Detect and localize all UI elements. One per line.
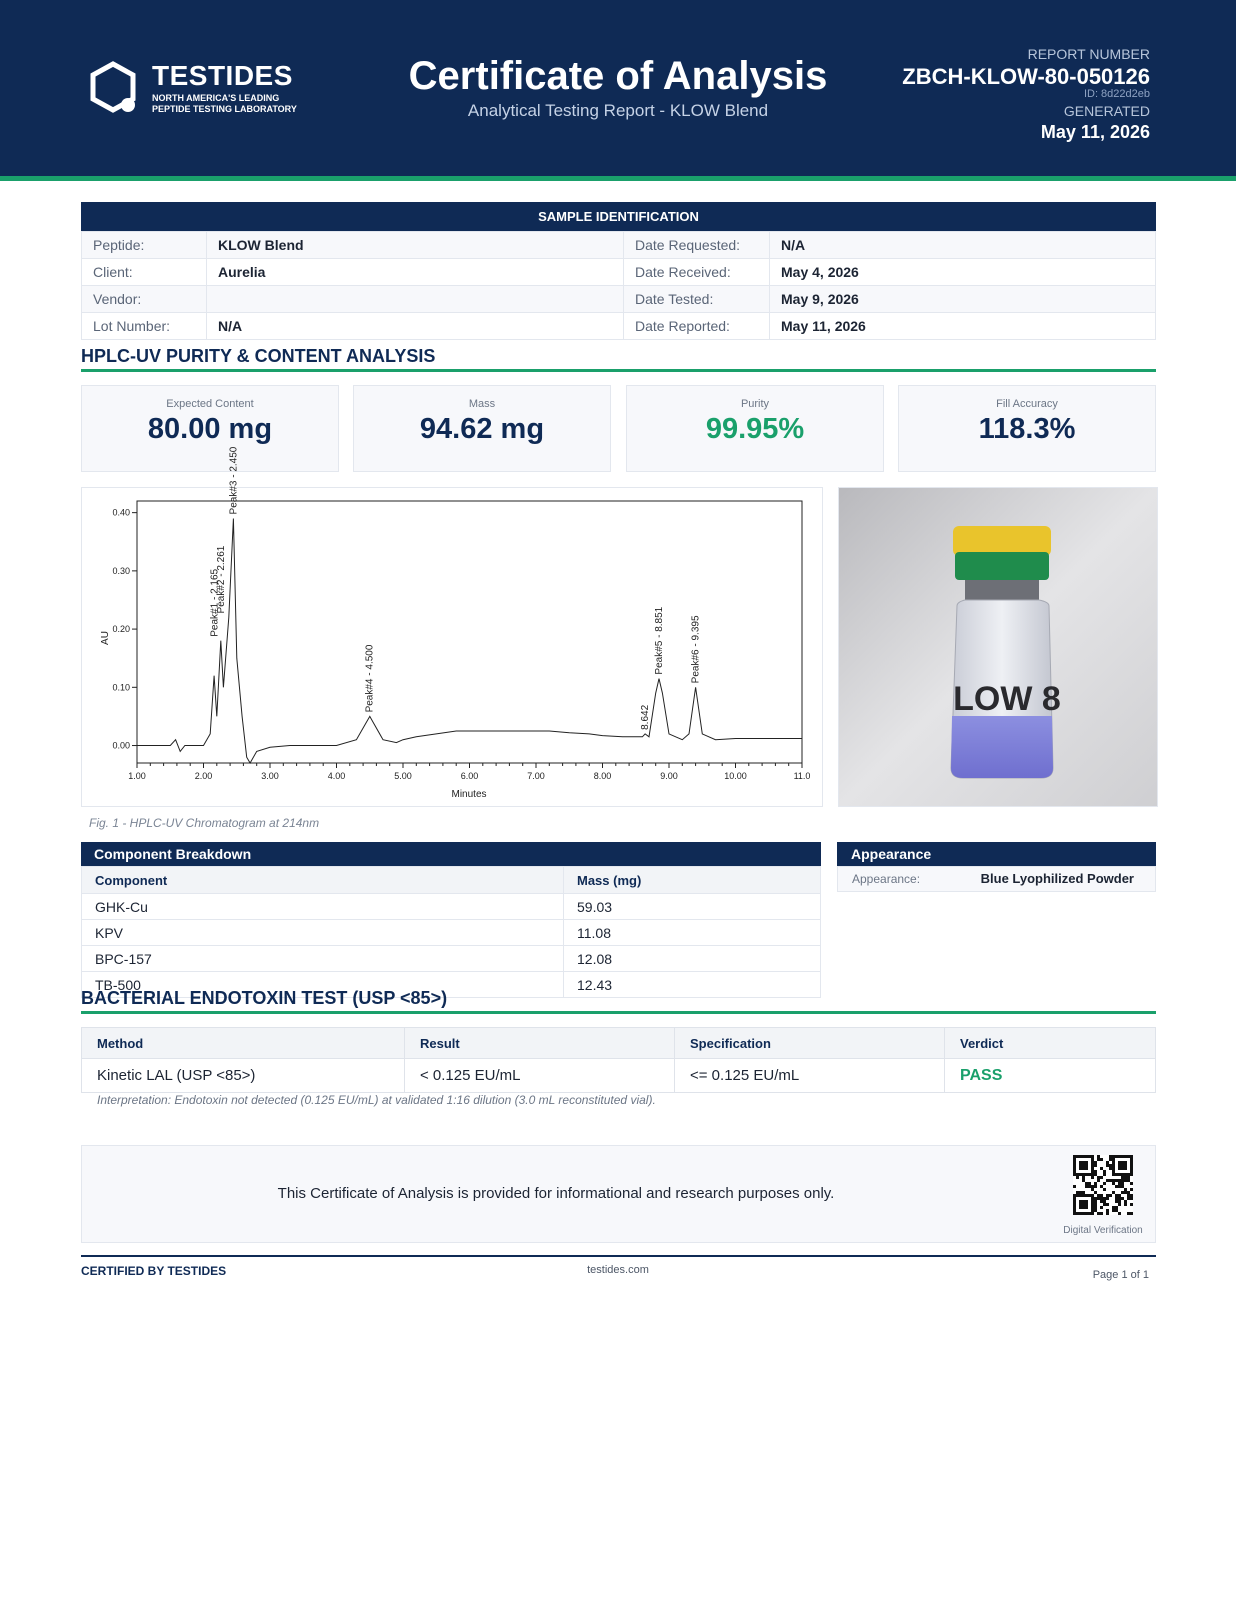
qr-module	[1106, 1179, 1109, 1182]
qr-module	[1115, 1200, 1118, 1203]
component-mass: 12.08	[564, 946, 821, 972]
qr-module	[1097, 1158, 1100, 1161]
qr-module	[1100, 1194, 1103, 1197]
sample-row	[82, 313, 1156, 340]
y-tick-label: 0.10	[112, 682, 130, 693]
qr-module	[1106, 1209, 1109, 1212]
document-subtitle: Analytical Testing Report - KLOW Blend	[467, 101, 769, 120]
disclaimer-text: This Certificate of Analysis is provided for informational and research purposes only.	[277, 1185, 835, 1202]
endotoxin-section-title: BACTERIAL ENDOTOXIN TEST (USP <85>)	[81, 988, 448, 1008]
method-value: Kinetic LAL (USP <85>)	[82, 1059, 405, 1093]
qr-module	[1106, 1197, 1109, 1200]
y-axis-label: AU	[100, 631, 111, 645]
qr-code-icon[interactable]	[1073, 1155, 1133, 1215]
qr-module	[1109, 1155, 1112, 1158]
qr-module	[1100, 1200, 1103, 1203]
report-number: ZBCH-KLOW-80-050126	[902, 64, 1150, 89]
mass-column-header: Mass (mg)	[564, 867, 821, 894]
x-tick-label: 10.00	[724, 771, 747, 781]
report-id: ID: 8d22d2eb	[1083, 88, 1150, 100]
method-column-header: Method	[82, 1028, 405, 1059]
qr-module	[1094, 1185, 1097, 1188]
hplc-section-title: HPLC-UV PURITY & CONTENT ANALYSIS	[81, 346, 436, 366]
qr-module	[1079, 1200, 1088, 1209]
qr-module	[1091, 1185, 1094, 1188]
vial-photo	[838, 487, 1158, 807]
qr-module	[1100, 1185, 1103, 1188]
lot-number-label: Lot Number:	[82, 313, 207, 340]
qr-module	[1121, 1197, 1124, 1200]
qr-module	[1082, 1191, 1085, 1194]
qr-module	[1127, 1212, 1130, 1215]
vial-label-text: LOW 8	[953, 680, 1061, 718]
specification-value: <= 0.125 EU/mL	[675, 1059, 945, 1093]
qr-module	[1124, 1203, 1127, 1206]
sample-row	[82, 259, 1156, 286]
header-accent-stripe	[0, 176, 1236, 181]
qr-module	[1115, 1179, 1118, 1182]
y-tick-label: 0.20	[112, 624, 130, 635]
qr-module	[1100, 1212, 1103, 1215]
component-name: TB-500	[82, 972, 564, 998]
qr-module	[1124, 1188, 1127, 1191]
testides-logo-icon	[88, 60, 144, 118]
x-tick-label: 7.00	[527, 771, 545, 781]
qr-module	[1112, 1191, 1115, 1194]
page-number: Page 1 of 1	[1092, 1269, 1149, 1281]
qr-module	[1112, 1182, 1115, 1185]
component-name: KPV	[82, 920, 564, 946]
qr-module	[1094, 1209, 1097, 1212]
qr-module	[1112, 1179, 1115, 1182]
qr-module	[1106, 1203, 1109, 1206]
qr-module	[1115, 1197, 1118, 1200]
qr-module	[1109, 1158, 1112, 1161]
date-tested-value: May 9, 2026	[770, 286, 1156, 313]
qr-module	[1124, 1176, 1127, 1179]
result-column-header: Result	[405, 1028, 675, 1059]
qr-module	[1082, 1176, 1085, 1179]
qr-module	[1118, 1203, 1121, 1206]
qr-module	[1115, 1206, 1118, 1209]
generated-label: GENERATED	[1063, 103, 1150, 119]
qr-module	[1100, 1167, 1103, 1170]
qr-module	[1100, 1206, 1103, 1209]
metric-label: Purity	[740, 398, 770, 410]
component-breakdown-heading: Component Breakdown	[81, 842, 821, 866]
qr-module	[1127, 1179, 1130, 1182]
qr-module	[1115, 1209, 1118, 1212]
component-name: GHK-Cu	[82, 894, 564, 920]
qr-module	[1118, 1212, 1121, 1215]
qr-module	[1088, 1182, 1091, 1185]
table-row	[82, 894, 821, 920]
x-axis-label: Minutes	[451, 789, 487, 800]
component-mass: 12.43	[564, 972, 821, 998]
qr-module	[1118, 1200, 1121, 1203]
client-label: Client:	[82, 259, 207, 286]
metric-value: 99.95%	[705, 413, 805, 445]
vendor-value	[207, 286, 624, 313]
component-name: BPC-157	[82, 946, 564, 972]
qr-module	[1094, 1173, 1097, 1176]
brand-tagline: NORTH AMERICA'S LEADING PEPTIDE TESTING LABORATORY	[152, 93, 297, 114]
qr-module	[1103, 1173, 1106, 1176]
chromatogram-chart	[82, 446, 822, 806]
qr-module	[1097, 1194, 1100, 1197]
qr-module	[1073, 1185, 1076, 1188]
plot-frame	[137, 501, 802, 763]
fill-accuracy-card	[898, 385, 1156, 472]
qr-module	[1079, 1191, 1082, 1194]
x-tick-label: 4.00	[327, 771, 346, 781]
component-mass: 11.08	[564, 920, 821, 946]
metric-value: 94.62 mg	[419, 413, 545, 445]
date-tested-label: Date Tested:	[624, 286, 770, 313]
x-tick-label: 1.00	[128, 771, 146, 781]
sample-row	[82, 286, 1156, 313]
qr-module	[1121, 1179, 1124, 1182]
qr-module	[1115, 1194, 1118, 1197]
qr-module	[1103, 1197, 1106, 1200]
peptide-label: Peptide:	[82, 232, 207, 259]
qr-module	[1106, 1164, 1109, 1167]
verdict-column-header: Verdict	[945, 1028, 1156, 1059]
section-divider	[81, 369, 1156, 372]
qr-module	[1094, 1203, 1097, 1206]
qr-module	[1130, 1203, 1133, 1206]
qr-module	[1106, 1212, 1109, 1215]
table-row	[82, 946, 821, 972]
qr-module	[1121, 1185, 1124, 1188]
y-tick-label: 0.40	[112, 507, 130, 518]
qr-module	[1130, 1188, 1133, 1191]
generated-date: May 11, 2026	[1040, 122, 1150, 142]
qr-module	[1094, 1206, 1097, 1209]
qr-module	[1094, 1197, 1097, 1200]
appearance-value: Blue Lyophilized Powder	[980, 871, 1134, 886]
qr-module	[1130, 1182, 1133, 1185]
purity-card	[626, 385, 884, 472]
sample-identification-heading: SAMPLE IDENTIFICATION	[81, 202, 1156, 231]
lot-number-value: N/A	[207, 313, 624, 340]
sample-row	[82, 232, 1156, 259]
x-tick-label: 8.00	[593, 771, 612, 781]
client-value: Aurelia	[207, 259, 624, 286]
x-tick-label: 9.00	[660, 771, 678, 781]
qr-module	[1085, 1185, 1088, 1188]
x-tick-label: 3.00	[261, 771, 279, 781]
brand-name: TESTIDES	[152, 60, 293, 91]
qr-module	[1130, 1197, 1133, 1200]
component-mass: 59.03	[564, 894, 821, 920]
website-link[interactable]: testides.com	[587, 1264, 649, 1276]
table-row	[82, 1059, 1156, 1093]
qr-module	[1094, 1170, 1097, 1173]
qr-module	[1094, 1182, 1097, 1185]
section-divider	[81, 1011, 1156, 1014]
qr-label: Digital Verification	[1063, 1225, 1143, 1236]
qr-module	[1118, 1185, 1121, 1188]
date-reported-value: May 11, 2026	[770, 313, 1156, 340]
qr-module	[1103, 1170, 1106, 1173]
metric-label: Fill Accuracy	[996, 398, 1058, 410]
x-tick-label: 11.0	[793, 771, 811, 781]
peak-label: 8.642	[640, 704, 652, 730]
footer-divider	[81, 1255, 1156, 1257]
chromatogram-trace	[137, 519, 802, 764]
qr-module	[1100, 1197, 1103, 1200]
qr-module	[1085, 1182, 1088, 1185]
mass-card	[353, 385, 611, 472]
qr-module	[1118, 1194, 1121, 1197]
qr-module	[1130, 1212, 1133, 1215]
vial-image	[839, 488, 1157, 806]
qr-module	[1115, 1185, 1118, 1188]
peak-label: Peak#1 - 2.165	[209, 568, 221, 637]
qr-module	[1082, 1179, 1085, 1182]
qr-module	[1124, 1200, 1127, 1203]
qr-module	[1076, 1191, 1079, 1194]
qr-module	[1127, 1197, 1130, 1200]
date-requested-label: Date Requested:	[624, 232, 770, 259]
appearance-heading: Appearance	[837, 842, 1156, 866]
y-tick-label: 0.30	[112, 565, 130, 576]
qr-module	[1130, 1194, 1133, 1197]
date-received-value: May 4, 2026	[770, 259, 1156, 286]
vendor-label: Vendor:	[82, 286, 207, 313]
qr-module	[1103, 1200, 1106, 1203]
report-number-label: REPORT NUMBER	[1027, 46, 1150, 62]
qr-module	[1118, 1179, 1121, 1182]
specification-column-header: Specification	[675, 1028, 945, 1059]
chromatogram-panel	[81, 446, 823, 807]
x-tick-label: 2.00	[194, 771, 213, 781]
qr-module	[1118, 1182, 1121, 1185]
sample-identification-table	[81, 231, 1156, 340]
qr-module	[1109, 1179, 1112, 1182]
qr-module	[1103, 1203, 1106, 1206]
figure-caption: Fig. 1 - HPLC-UV Chromatogram at 214nm	[89, 816, 320, 830]
expected-content-card	[81, 385, 339, 472]
qr-module	[1097, 1176, 1100, 1179]
qr-module	[1127, 1176, 1130, 1179]
appearance-label: Appearance:	[852, 872, 921, 886]
endotoxin-interpretation: Interpretation: Endotoxin not detected (0.125 EU/mL) at validated 1:16 dilution (3.0 mL reconstituted vial).	[97, 1093, 656, 1107]
qr-module	[1094, 1164, 1097, 1167]
qr-module	[1094, 1200, 1097, 1203]
date-received-label: Date Received:	[624, 259, 770, 286]
peak-label: Peak#3 - 2.450	[228, 446, 240, 515]
verdict-badge: PASS	[945, 1059, 1156, 1093]
qr-module	[1127, 1191, 1130, 1194]
table-header-row	[82, 1028, 1156, 1059]
date-requested-value: N/A	[770, 232, 1156, 259]
qr-module	[1109, 1164, 1112, 1167]
qr-module	[1124, 1179, 1127, 1182]
qr-module	[1097, 1197, 1100, 1200]
peak-label: Peak#4 - 4.500	[364, 644, 376, 713]
document-title: Certificate of Analysis	[408, 54, 828, 98]
certified-by: CERTIFIED BY TESTIDES	[81, 1264, 227, 1278]
qr-module	[1097, 1179, 1100, 1182]
qr-module	[1118, 1197, 1121, 1200]
qr-module	[1088, 1185, 1091, 1188]
qr-module	[1091, 1188, 1094, 1191]
x-tick-label: 6.00	[460, 771, 479, 781]
qr-module	[1103, 1182, 1106, 1185]
qr-module	[1100, 1158, 1103, 1161]
qr-module	[1097, 1155, 1100, 1158]
qr-module	[1097, 1212, 1100, 1215]
endotoxin-table	[81, 1027, 1156, 1093]
qr-module	[1121, 1182, 1124, 1185]
qr-module	[1100, 1176, 1103, 1179]
qr-module	[1094, 1161, 1097, 1164]
peak-label: Peak#5 - 8.851	[654, 606, 666, 675]
component-breakdown-table	[81, 866, 821, 998]
y-tick-label: 0.00	[112, 740, 130, 751]
x-tick-label: 5.00	[394, 771, 412, 781]
metric-value: 80.00 mg	[147, 413, 273, 445]
qr-module	[1112, 1206, 1115, 1209]
qr-module	[1124, 1191, 1127, 1194]
table-header-row	[82, 867, 821, 894]
qr-module	[1094, 1191, 1097, 1194]
result-value: < 0.125 EU/mL	[405, 1059, 675, 1093]
qr-module	[1091, 1176, 1094, 1179]
qr-module	[1109, 1167, 1112, 1170]
qr-module	[1106, 1194, 1109, 1197]
qr-module	[1121, 1191, 1124, 1194]
peptide-value: KLOW Blend	[207, 232, 624, 259]
qr-module	[1127, 1194, 1130, 1197]
table-row	[82, 920, 821, 946]
peak-label: Peak#2 - 2.261	[215, 545, 227, 614]
report-header	[0, 0, 1236, 176]
qr-module	[1109, 1194, 1112, 1197]
qr-module	[1076, 1176, 1079, 1179]
qr-module	[1112, 1209, 1115, 1212]
qr-module	[1103, 1188, 1106, 1191]
metric-label: Expected Content	[166, 398, 254, 410]
qr-module	[1118, 1161, 1127, 1170]
peak-label: Peak#6 - 9.395	[690, 615, 702, 684]
component-column-header: Component	[82, 867, 564, 894]
qr-module	[1121, 1176, 1124, 1179]
qr-module	[1106, 1161, 1109, 1164]
metric-label: Mass	[468, 398, 496, 410]
qr-module	[1079, 1161, 1088, 1170]
date-reported-label: Date Reported:	[624, 313, 770, 340]
appearance-row	[837, 866, 1156, 892]
metric-value: 118.3%	[978, 413, 1076, 445]
